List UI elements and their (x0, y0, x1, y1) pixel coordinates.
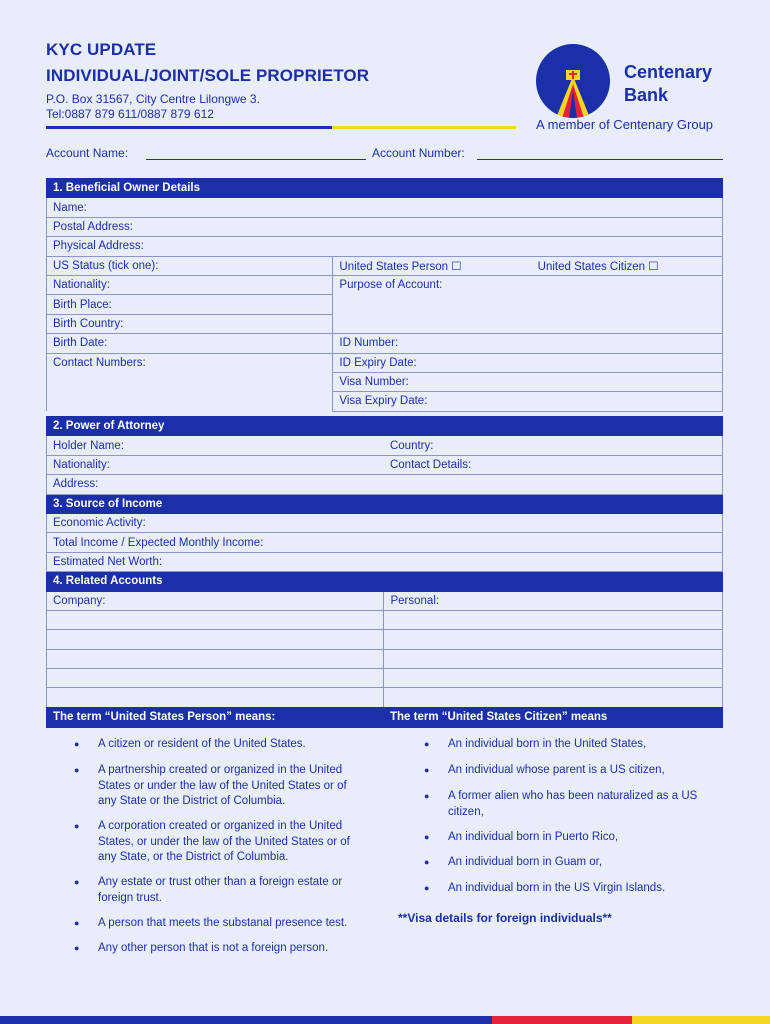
purpose-of-account-field[interactable]: Purpose of Account: (333, 275, 723, 333)
physical-address-field[interactable]: Physical Address: (47, 237, 723, 256)
us-person-item-text: A partnership created or organized in the United States or under the law of the United States or of any State or the District of Columbia. (98, 764, 347, 807)
us-person-item-text: A corporation created or organized in the United States, or under the law of the United States or of any State, or the District of Columbia. (98, 820, 350, 863)
us-person-checkbox[interactable]: United States Person ☐ (333, 256, 532, 275)
us-citizen-item-text: An individual born in the US Virgin Islands. (448, 882, 666, 894)
related-company-label: Company: (47, 591, 384, 610)
beneficial-owner-table (46, 178, 723, 412)
header-rule-blue (46, 126, 332, 129)
visa-number-field[interactable]: Visa Number: (333, 372, 723, 391)
id-number-field[interactable]: ID Number: (333, 334, 723, 353)
nationality-field[interactable]: Nationality: (47, 275, 333, 294)
section-title-beneficial: 1. Beneficial Owner Details (47, 179, 723, 198)
section-title-attorney: 2. Power of Attorney (47, 417, 723, 436)
personal-account-row[interactable] (384, 649, 723, 668)
bullet-icon: ● (74, 918, 80, 928)
bullet-icon: ● (424, 883, 430, 893)
bullet-icon: ● (424, 832, 430, 842)
us-person-item-text: Any other person that is not a foreign person. (98, 942, 329, 954)
total-income-field[interactable]: Total Income / Expected Monthly Income: (47, 533, 723, 552)
bullet-icon: ● (424, 857, 430, 867)
bullet-icon: ● (74, 821, 80, 831)
us-citizen-item-text: An individual born in Guam or, (448, 856, 603, 868)
company-account-row[interactable] (47, 669, 384, 688)
form-subtitle: INDIVIDUAL/JOINT/SOLE PROPRIETOR (46, 66, 370, 85)
account-number-label: Account Number: (372, 146, 465, 160)
section-title-related: 4. Related Accounts (47, 572, 723, 591)
visa-details-note: **Visa details for foreign individuals** (398, 911, 612, 925)
company-account-row[interactable] (47, 688, 384, 707)
us-status-label: US Status (tick one): (47, 256, 333, 275)
bank-address: P.O. Box 31567, City Centre Lilongwe 3. (46, 92, 260, 106)
postal-address-field[interactable]: Postal Address: (47, 217, 723, 236)
us-person-item-text: Any estate or trust other than a foreign estate or foreign trust. (98, 876, 343, 904)
attorney-address-field[interactable]: Address: (47, 475, 723, 494)
economic-activity-field[interactable]: Economic Activity: (47, 513, 723, 532)
footer-stripe-blue (0, 1016, 492, 1024)
footer-stripe-red (492, 1016, 632, 1024)
us-person-item-text: A person that meets the substanal presence test. (98, 917, 348, 929)
footer-stripe-yellow (632, 1016, 770, 1024)
net-worth-field[interactable]: Estimated Net Worth: (47, 552, 723, 571)
bullet-icon: ● (74, 943, 80, 953)
section-title-income: 3. Source of Income (47, 494, 723, 513)
visa-expiry-field[interactable]: Visa Expiry Date: (333, 392, 723, 411)
id-expiry-field[interactable]: ID Expiry Date: (333, 353, 723, 372)
account-name-label: Account Name: (46, 146, 129, 160)
us-citizen-item-text: An individual whose parent is a US citizen, (448, 764, 665, 776)
us-citizen-item-text: An individual born in Puerto Rico, (448, 831, 619, 843)
us-citizen-heading: The term “United States Citizen” means (390, 711, 608, 723)
birth-date-field[interactable]: Birth Date: (47, 334, 333, 353)
attorney-country-field[interactable]: Country: (384, 436, 723, 455)
bullet-icon: ● (424, 739, 430, 749)
personal-account-row[interactable] (384, 669, 723, 688)
personal-account-row[interactable] (384, 688, 723, 707)
us-person-item-text: A citizen or resident of the United States. (98, 738, 306, 750)
form-title: KYC UPDATE (46, 40, 157, 59)
bullet-icon: ● (74, 765, 80, 775)
bullet-icon: ● (74, 877, 80, 887)
account-number-field[interactable] (477, 159, 723, 160)
attorney-contact-field[interactable]: Contact Details: (384, 455, 723, 474)
bullet-icon: ● (424, 791, 430, 801)
us-citizen-item-text: An individual born in the United States, (448, 738, 647, 750)
birth-country-field[interactable]: Birth Country: (47, 314, 333, 333)
holder-name-field[interactable]: Holder Name: (47, 436, 384, 455)
bullet-icon: ● (74, 739, 80, 749)
bank-telephone: Tel:0887 879 611/0887 879 612 (46, 107, 214, 121)
company-account-row[interactable] (47, 610, 384, 629)
brand-tagline: A member of Centenary Group (536, 117, 714, 132)
owner-name-field[interactable]: Name: (47, 198, 723, 217)
centenary-logo-icon (536, 44, 610, 118)
brand-name-line2: Bank (624, 85, 669, 105)
power-of-attorney-table (46, 416, 723, 708)
brand-name-line1: Centenary (624, 62, 713, 82)
company-account-row[interactable] (47, 630, 384, 649)
account-name-field[interactable] (146, 159, 366, 160)
related-personal-label: Personal: (384, 591, 723, 610)
definitions-header (46, 707, 723, 728)
birth-place-field[interactable]: Birth Place: (47, 295, 333, 314)
us-person-heading: The term “United States Person” means: (53, 711, 276, 723)
us-citizen-checkbox[interactable]: United States Citizen ☐ (532, 256, 723, 275)
us-citizen-item-text: A former alien who has been naturalized as a US citizen, (448, 790, 698, 818)
bullet-icon: ● (424, 765, 430, 775)
company-account-row[interactable] (47, 649, 384, 668)
contact-numbers-field[interactable]: Contact Numbers: (47, 353, 333, 411)
attorney-nationality-field[interactable]: Nationality: (47, 455, 384, 474)
personal-account-row[interactable] (384, 610, 723, 629)
personal-account-row[interactable] (384, 630, 723, 649)
header-rule-yellow (332, 126, 516, 129)
